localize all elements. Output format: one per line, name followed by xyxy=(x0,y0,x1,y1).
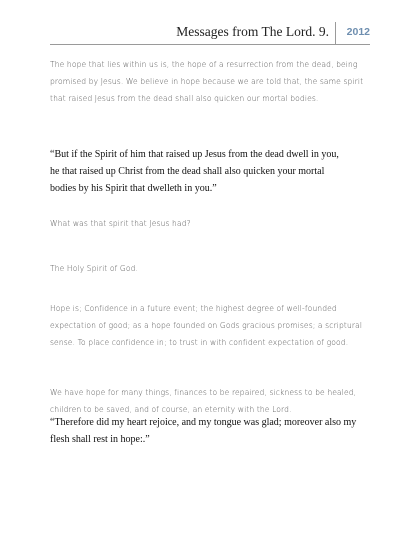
paragraph-answer: The Holy Spirit of God. xyxy=(50,264,139,273)
quote-line-1: “But if the Spirit of him that raised up Jesus from the dead dwell in you, xyxy=(50,149,339,160)
page-header xyxy=(50,20,370,45)
header-divider xyxy=(335,22,336,44)
paragraph-hope-resurrection: The hope that lies within us is, the hope of a resurrection from the dead, being promised by Jesus. We believe in hope because we are told that, the same spirit that raised Jesus from the dead shall also quicken our mortal bodies. xyxy=(50,60,364,103)
scripture-quote-psalm: “Therefore did my heart rejoice, and my tongue was glad; moreover also my flesh shall rest in hope:.” xyxy=(50,417,357,445)
paragraph-hope-definition: Hope is; Confidence in a future event; the highest degree of well-founded expectation of good; as a hope founded on Gods gracious promises; a scriptural sense. To place confidence in; to trust in with confident expectation of good. xyxy=(50,304,363,347)
quote-line-3: bodies by his Spirit that dwelleth in you.” xyxy=(50,183,217,194)
header-title: Messages from The Lord. 9. xyxy=(176,24,329,39)
paragraph-hope-for-things: We have hope for many things, finances to be repaired, sickness to be healed, children to be saved, and of course, an eternity with the Lord. xyxy=(50,388,357,414)
header-rule xyxy=(50,44,370,45)
header-year: 2012 xyxy=(346,26,370,38)
scripture-quote-romans xyxy=(50,146,378,197)
paragraph-question: What was that spirit that Jesus had? xyxy=(50,219,191,228)
quote-line-2: he that raised up Christ from the dead shall also quicken your mortal xyxy=(50,166,325,177)
